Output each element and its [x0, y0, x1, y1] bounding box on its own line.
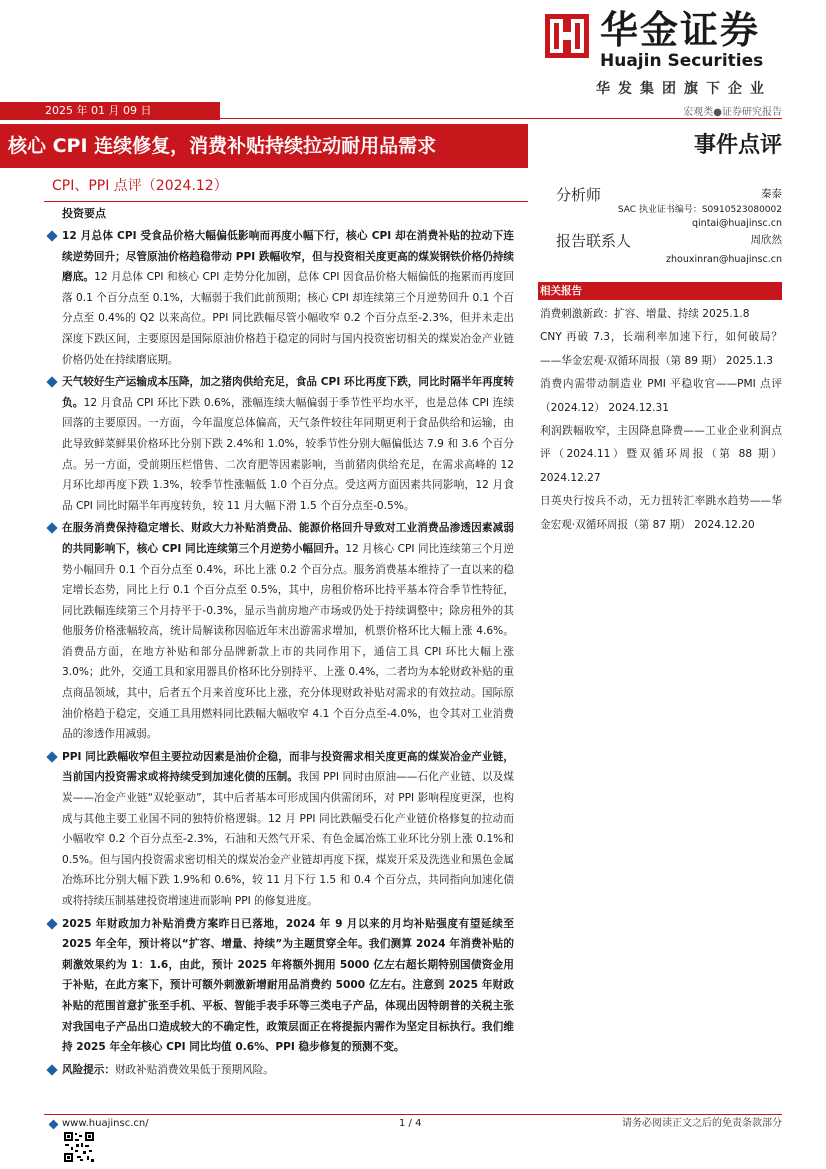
footer-url[interactable]: www.huajinsc.cn/: [62, 1118, 149, 1129]
related-reports-list: [540, 303, 782, 537]
contact-label: 报告联系人: [556, 232, 632, 250]
report-subtitle: CPI、PPI 点评（2024.12）: [52, 178, 228, 194]
bullet-diamond-icon: [46, 376, 57, 387]
analyst-email: qintai@huajinsc.cn: [692, 218, 782, 229]
analyst-name: 秦泰: [761, 188, 782, 200]
paragraph-lead: 天气较好生产运输成本压降，加之猪肉供给充足，食品 CPI 环比再度下跌，同比时隔半年再度转负。: [62, 376, 514, 409]
report-date: 2025 年 01 月 09 日: [0, 102, 220, 120]
brand-slogan: 华发集团旗下企业: [596, 81, 772, 97]
bullet-diamond-icon: [49, 1120, 59, 1130]
paragraph-lead: 12 月总体 CPI 受食品价格大幅偏低影响而再度小幅下行，核心 CPI 却在消费补贴的拉动下连续逆势回升；尽管原油价格趋稳带动 PPI 跌幅收窄，但与投资相关度更高的煤炭钢铁价格仍持续磨底。: [62, 230, 514, 284]
huajin-logo-icon: [545, 14, 589, 58]
paragraph-lead: 在服务消费保持稳定增长、财政大力补贴消费品、能源价格回升导致对工业消费品渗透因素减弱的共同影响下，核心 CPI 同比连续第三个月逆势小幅回升。: [62, 522, 514, 555]
subtitle-divider: [44, 201, 528, 202]
sac-number: SAC 执业证书编号：S0910523080002: [617, 205, 782, 215]
paragraph-text: 12 月食品 CPI 环比下跌 0.6%，涨幅连续大幅偏弱于季节性平均水平，也是总体 CPI 连续回落的主要原因。一方面，今年温度总体偏高，天气条件较往年同期更利于食品供给和运输，由此导致鲜菜鲜果价格环比分别下跌 2.4%和 1.0%，较季节性分别大幅偏低达 7.9 和 3.6 个百分点。另一方面，受前期压栏惜售、二次育肥等因素影响，当前猪肉供给充足，在需求高峰的 12 月环比却再度下跌 1.3%，较季节性涨幅低 1.0 个百分点。受这两方面因素共同影响，12 月食品 CPI 同比时隔半年再度转负，较 11 月大幅下滑 1.5 个百分点至-0.5%。: [62, 396, 515, 512]
brand-name-cn: 华金证券: [600, 8, 761, 52]
analyst-label: 分析师: [556, 186, 602, 204]
risk-text: 财政补贴消费效果低于预期风险。: [114, 1063, 274, 1076]
paragraph-text: 12 月核心 CPI 同比连续第三个月逆势小幅回升 0.1 个百分点至 0.4%，环比上涨 0.2 个百分点。服务消费基本维持了一直以来的稳定增长态势，同比上行 0.1 个百分点至 0.5%，其中，房租价格环比持平基本符合季节性特征，同比跌幅连续第三个月持平于-0.3%，显示当前房地产市场或仍处于持续调整中；除房租外的其他服务价格涨幅较高，统计局解读称因临近年末出游需求增加，机票价格环比大幅上涨 4.6%。消费品方面，在地方补贴和部分品牌新款上市的共同作用下，通信工具 CPI 环比大幅上涨 3.0%；此外，交通工具和家用器具价格环比分别持平、上涨 0.4%，二者均为本轮财政补贴的重点商品领域，其中，后者五个月来首度环比上涨，充分体现财政补贴对需求的有效拉动。国际原油价格趋于稳定，交通工具用燃料同比跌幅大幅收窄 4.1 个百分点至-4.0%，也令其对工业消费品的渗透作用减弱。: [62, 542, 514, 741]
report-type: 事件点评: [693, 133, 782, 158]
bullet-diamond-icon: [46, 918, 57, 929]
key-points-heading: 投资要点: [62, 207, 106, 220]
risk-warning: [44, 1060, 514, 1081]
related-report-item[interactable]: 消费内需带动制造业 PMI 平稳收官——PMI 点评（2024.12） 2024.12.31: [540, 378, 782, 414]
paragraph-lead: PPI 同比跌幅收窄但主要拉动因素是油价企稳，而非与投资需求相关度更高的煤炭冶金产业链，当前国内投资需求或将持续受到加速化债的压制。: [62, 750, 514, 784]
report-title: 核心 CPI 连续修复，消费补贴持续拉动耐用品需求: [0, 124, 528, 168]
bullet-diamond-icon: [46, 751, 57, 762]
related-report-item[interactable]: CNY 再破 7.3，长端利率加速下行，如何破局？——华金宏观·双循环周报（第 89 期） 2025.1.3: [540, 331, 782, 367]
paragraph-1: [44, 226, 514, 370]
contact-email: zhouxinran@huajinsc.cn: [666, 254, 782, 265]
related-report-item[interactable]: 日英央行按兵不动，无力扭转汇率跳水趋势——华金宏观·双循环周报（第 87 期） 2024.12.20: [540, 495, 782, 531]
paragraph-2: [44, 372, 514, 516]
paragraph-text: 我国 PPI 同时由原油——石化产业链、以及煤炭——冶金产业链“双轮驱动”，其中后者基本可形成国内供需闭环，对 PPI 影响程度更深，也构成与其他主要工业国不同的独特价格逻辑。12 月 PPI 同比跌幅受石化产业链价格修复的拉动而小幅收窄 0.2 个百分点至-2.3%，石油和天然气开采、有色金属冶炼工业环比分别上涨 0.1%和 0.5%。但与国内投资需求密切相关的煤炭冶金产业链却再度下探，煤炭开采及洗选业和黑色金属冶炼环比分别大幅下跌 1.9%和 0.6%，较 11 月下行 1.5 和 0.4 个百分点，共同指向加速化债或将持续压制基建投资增速进而影响 PPI 的修复进度。: [62, 771, 515, 907]
paragraph-lead: 2025 年财政加力补贴消费方案昨日已落地，2024 年 9 月以来的月均补贴强度有望延续至 2025 年全年，预计将以“扩容、增量、持续”为主题贯穿全年。我们测算 2024 年消费补贴的刺激效果约为 1：1.6，由此，预计 2025 年将额外拥用 5000 亿左右超长期特别国债资金用于补贴，在此方案下，预计可额外刺激新增耐用品消费约 5000 亿左右。注意到 2025 年财政补贴的范围首意扩张至手机、平板、智能手表手环等三类电子产品，体现出因特朗普的关税主张对我国电子产品出口造成较大的不确定性，政策层面正在将提振内需作为坚定目标执行。我们维持 2025 年全年核心 CPI 同比均值 0.6%、PPI 稳步修复的预测不变。: [62, 917, 514, 1054]
paragraph-4: [44, 747, 514, 912]
report-category: 宏观类●证券研究报告: [683, 107, 782, 118]
main-content: [44, 226, 514, 1082]
paragraph-5: [44, 914, 514, 1058]
related-report-item[interactable]: 利润跌幅收窄，主因降息降费——工业企业利润点评（2024.11）暨双循环周报（第 88 期） 2024.12.27: [540, 425, 782, 484]
qr-code-icon: [63, 1131, 95, 1163]
footer-divider: [44, 1114, 782, 1115]
paragraph-text: 12 月总体 CPI 和核心 CPI 走势分化加剧，总体 CPI 因食品价格大幅偏低的拖累而再度回落 0.1 个百分点至 0.1%，大幅弱于我们此前预期；核心 CPI 却连续第三个月逆势回升 0.1 个百分点至 0.4%的 Q2 以来高位。PPI 同比跌幅尽管小幅收窄 0.2 个百分点至-2.3%，但并未走出深度下跌区间，主要原因是国际原油价格趋于稳定的同时与国内投资密切相关的煤炭冶金产业链价格仍处在持续磨底期。: [62, 271, 515, 366]
related-report-item[interactable]: 消费刺激新政：扩容、增量、持续 2025.1.8: [540, 308, 750, 320]
bullet-diamond-icon: [46, 523, 57, 534]
risk-label: 风险提示：: [62, 1063, 115, 1076]
page-number: 1 / 4: [399, 1118, 422, 1129]
paragraph-3: [44, 518, 514, 745]
brand-name-en: Huajin Securities: [600, 51, 764, 71]
bullet-diamond-icon: [46, 230, 57, 241]
contact-name: 周欣然: [750, 234, 782, 246]
bullet-diamond-icon: [46, 1064, 57, 1075]
related-reports-heading: 相关报告: [538, 282, 782, 300]
footer-disclaimer: 请务必阅读正文之后的免责条款部分: [622, 1118, 782, 1129]
